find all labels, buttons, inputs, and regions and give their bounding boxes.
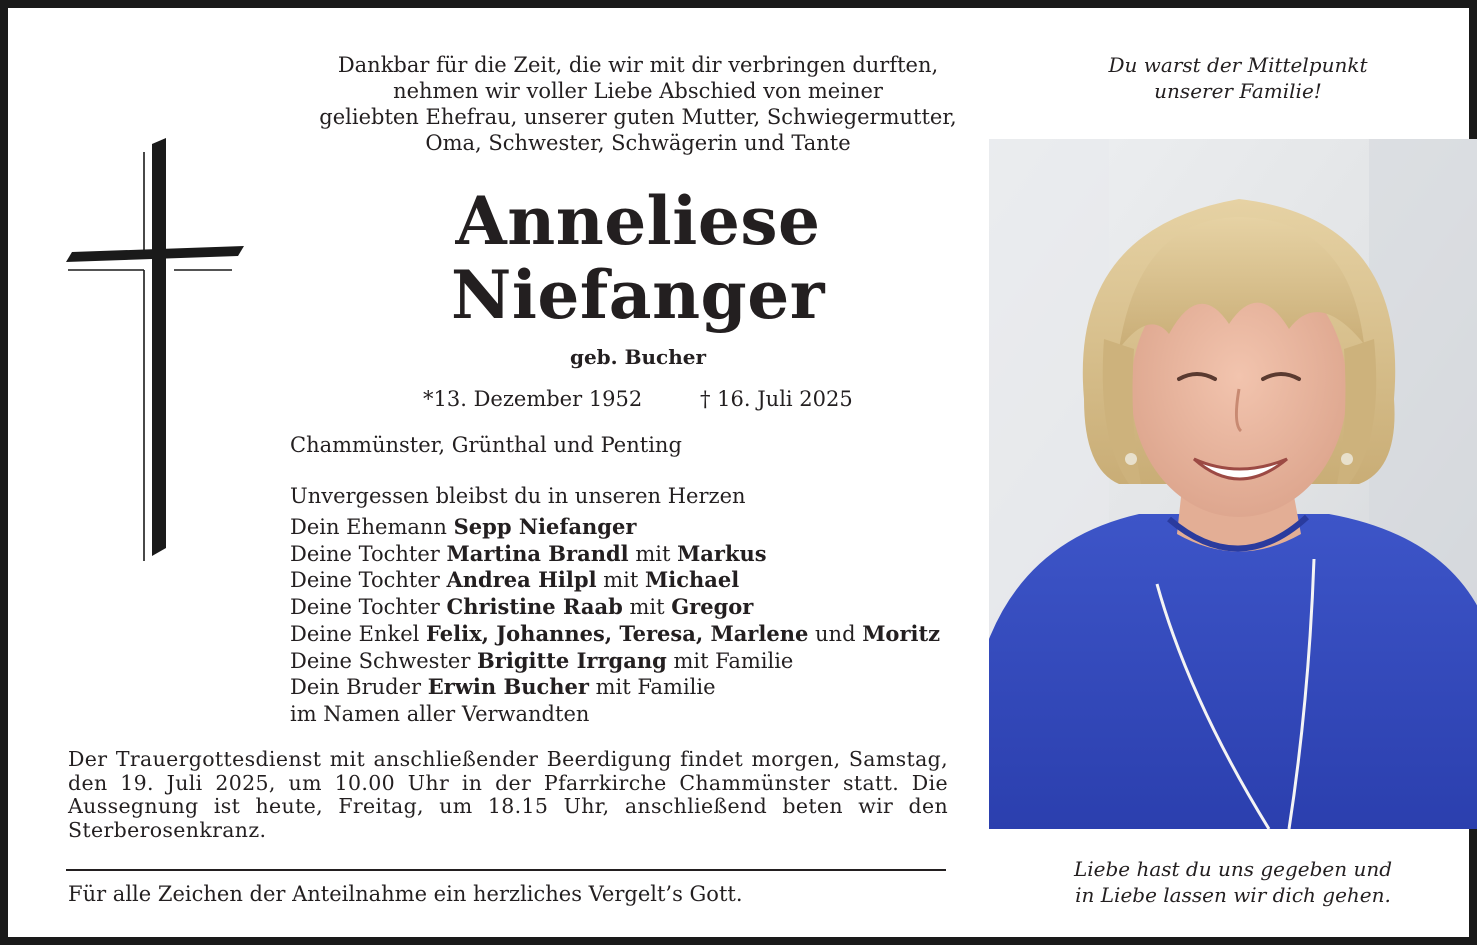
mourner-row: Deine Tochter Andrea Hilpl mit Michael [290,567,740,593]
quote-line: Du warst der Mittelpunkt [1108,53,1368,77]
quote-top [1068,52,1408,104]
intro-line: geliebten Ehefrau, unserer guten Mutter, Schwiegermutter, [319,105,957,129]
places-text: Chammünster, Grünthal und Penting [290,433,682,457]
deceased-first-name: Anneliese [455,182,821,260]
intro-line: Oma, Schwester, Schwägerin und Tante [425,131,851,155]
quote-line: in Liebe lassen wir dich gehen. [1075,883,1391,907]
thanks-text: Für alle Zeichen der Anteilnahme ein herzliches Vergelt’s Gott. [68,882,743,906]
service-text: Der Trauergottesdienst mit anschließender Beerdigung findet morgen, Samstag, den 19. Juli 2025, um 10.00 Uhr in der Pfarrkirche Chammünster statt. Die Aussegnung ist heute, Freitag, um 18.15 Uhr, anschließend beten wir den Sterberosenkranz. [68,747,948,842]
mourner-row: Deine Tochter Martina Brandl mit Markus [290,540,767,566]
intro-line: nehmen wir voller Liebe Abschied von meiner [393,79,883,103]
mourner-row: im Namen aller Verwandten [290,701,590,726]
quote-line: Liebe hast du uns gegeben und [1073,857,1393,881]
mourner-row: Deine Enkel Felix, Johannes, Teresa, Marlene und Moritz [290,620,941,646]
portrait-photo [989,139,1477,829]
divider [66,869,946,871]
mourner-row: Dein Bruder Erwin Bucher mit Familie [290,674,716,700]
quote-bottom [1038,856,1428,908]
deceased-last-name: Niefanger [451,256,825,334]
mourners-list [290,483,940,728]
mourner-row: Deine Tochter Christine Raab mit Gregor [290,594,754,620]
death-date: † 16. Juli 2025 [700,387,853,411]
intro-text [288,52,988,156]
intro-line: Dankbar für die Zeit, die wir mit dir verbringen durften, [337,53,939,77]
birth-date: *13. Dezember 1952 [423,387,643,411]
latin-cross-icon [64,136,248,564]
maiden-name: geb. Bucher [569,345,707,369]
quote-line: unserer Familie! [1154,79,1322,103]
deceased-name [338,184,938,332]
mourner-row: Deine Schwester Brigitte Irrgang mit Familie [290,647,794,673]
mourner-row: Dein Ehemann Sepp Niefanger [290,514,637,539]
mourners-intro: Unvergessen bleibst du in unseren Herzen [290,484,746,508]
